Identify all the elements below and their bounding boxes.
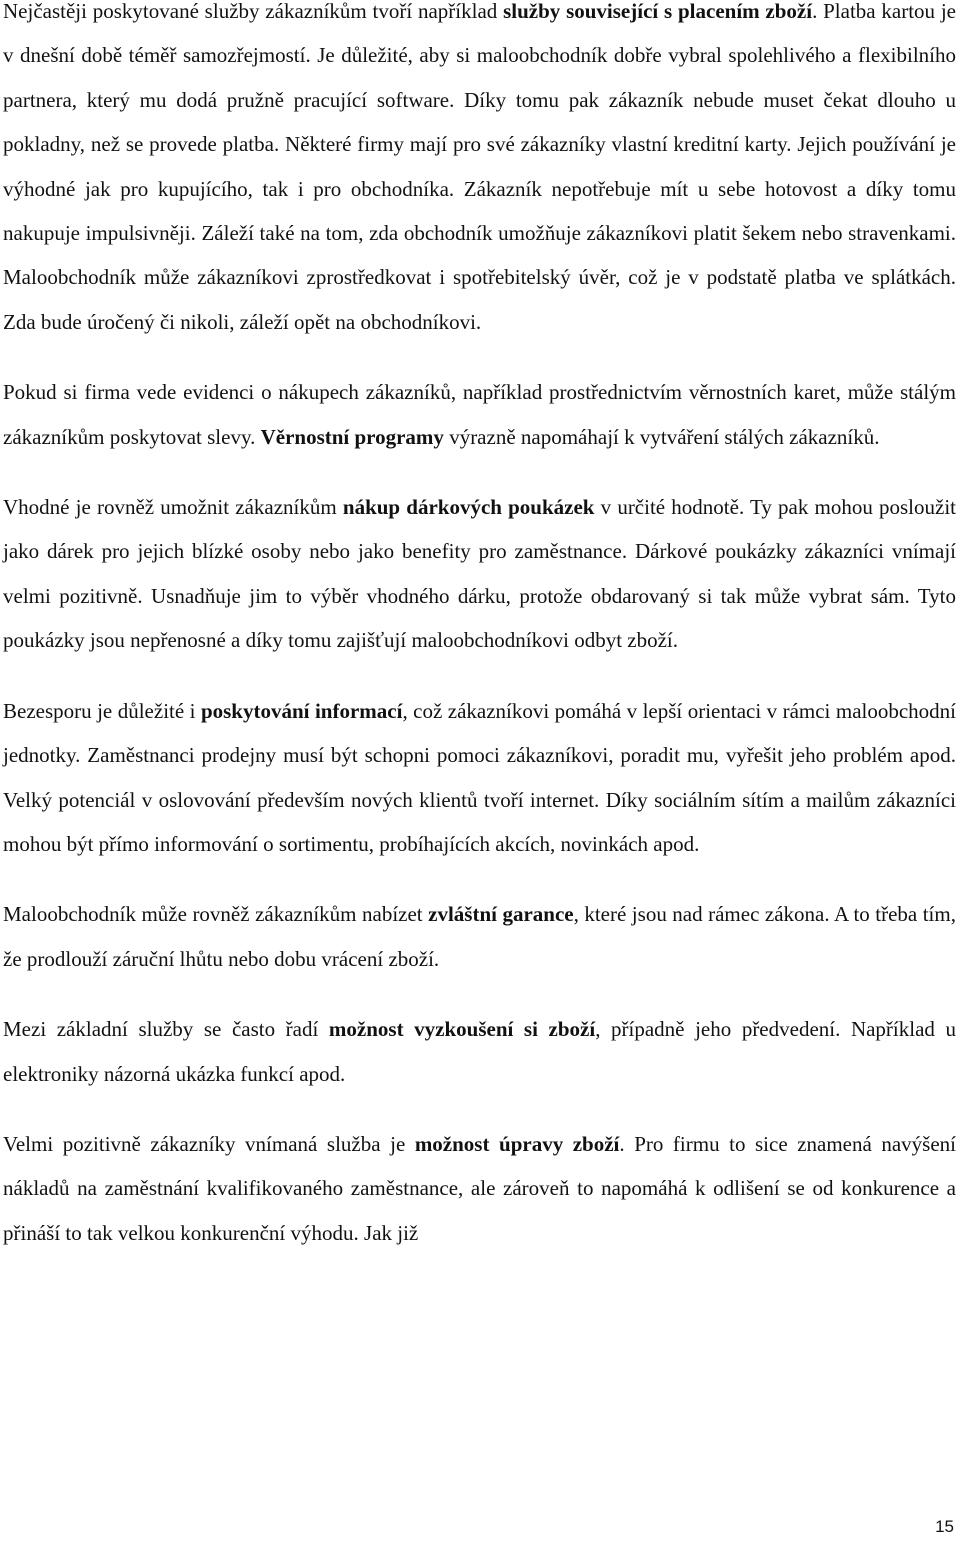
text-segment: , které jsou nad rámec zákona. A to třeba tím, že prodlouží záruční lhůtu nebo dobu vrácení zboží. — [3, 902, 956, 971]
paragraph-guarantees — [3, 892, 956, 981]
bold-term: Věrnostní programy — [260, 424, 444, 449]
text-segment: výrazně napomáhají k vytváření stálých zákazníků. — [443, 424, 880, 449]
bold-term: možnost úpravy zboží — [414, 1131, 620, 1156]
bold-term: zvláštní garance — [428, 902, 574, 927]
paragraph-gift-vouchers — [3, 485, 956, 663]
document-page — [3, 0, 956, 1281]
text-segment: v určité hodnotě. Ty pak mohou posloužit jako dárek pro jejich blízké osoby nebo jako benefity pro zaměstnance. Dárkové poukázky zákazníci vnímají velmi pozitivně. Usnadňuje jim to výběr vhodného dárku, protože obdarovaný si tak může vybrat sám. Tyto poukázky jsou nepřenosné a díky tomu zajišťují maloobchodníkovi odbyt zboží. — [3, 495, 956, 653]
text-segment: Nejčastěji poskytované služby zákazníkům tvoří například — [3, 0, 504, 23]
text-segment: Vhodné je rovněž umožnit zákazníkům — [3, 495, 343, 520]
paragraph-goods-adjustment — [3, 1122, 956, 1255]
text-segment: . Pro firmu to sice znamená navýšení nákladů na zaměstnání kvalifikovaného zaměstnance, ale zároveň to napomáhá k odlišení se od konkurence a přináší to tak velkou konkurenční výhodu. Jak již — [3, 1131, 957, 1245]
text-segment: Mezi základní služby se často řadí — [3, 1017, 329, 1042]
text-segment: Velmi pozitivně zákazníky vnímaná služba je — [3, 1131, 415, 1156]
bold-term: služby související s placením zboží — [503, 0, 813, 23]
paragraph-payment-services — [3, 0, 956, 344]
page-number: 15 — [935, 1517, 954, 1536]
text-segment: , případně jeho předvedení. Například u elektroniky názorná ukázka funkcí apod. — [3, 1017, 956, 1086]
text-segment: , což zákazníkovi pomáhá v lepší orientaci v rámci maloobchodní jednotky. Zaměstnanci prodejny musí být schopni pomoci zákazníkovi, poradit mu, vyřešit jeho problém apod. Velký potenciál v oslovování především nových klientů tvoří internet. Díky sociálním sítím a mailům zákazníci mohou být přímo informování o sortimentu, probíhajících akcích, novinkách apod. — [3, 698, 957, 856]
text-segment: . Platba kartou je v dnešní době téměř samozřejmostí. Je důležité, aby si maloobchodník dobře vybral spolehlivého a flexibilního partnera, který mu dodá pružně pracující software. Díky tomu pak zákazník nebude muset čekat dlouho u pokladny, než se provede platba. Některé firmy mají pro své zákazníky vlastní kreditní karty. Jejich používání je výhodné jak pro kupujícího, tak i pro obchodníka. Zákazník nepotřebuje mít u sebe hotovost a díky tomu nakupuje impulsivněji. Záleží také na tom, zda obchodník umožňuje zákazníkovi platit šekem nebo stravenkami. Maloobchodník může zákazníkovi zprostředkovat i spotřebitelský úvěr, což je v podstatě platba ve splátkách. Zda bude úročený či nikoli, záleží opět na obchodníkovi. — [3, 0, 957, 334]
text-segment: Pokud si firma vede evidenci o nákupech zákazníků, například prostřednictvím věrnostních karet, může stálým zákazníkům poskytovat slevy. — [3, 380, 956, 449]
text-segment: Maloobchodník může rovněž zákazníkům nabízet — [3, 902, 429, 927]
bold-term: možnost vyzkoušení si zboží — [328, 1017, 596, 1042]
bold-term: nákup dárkových poukázek — [342, 495, 595, 520]
paragraph-information — [3, 689, 956, 867]
bold-term: poskytování informací — [200, 698, 403, 723]
paragraph-loyalty-programs — [3, 370, 956, 459]
paragraph-try-goods — [3, 1007, 956, 1096]
text-segment: Bezesporu je důležité i — [3, 698, 201, 723]
